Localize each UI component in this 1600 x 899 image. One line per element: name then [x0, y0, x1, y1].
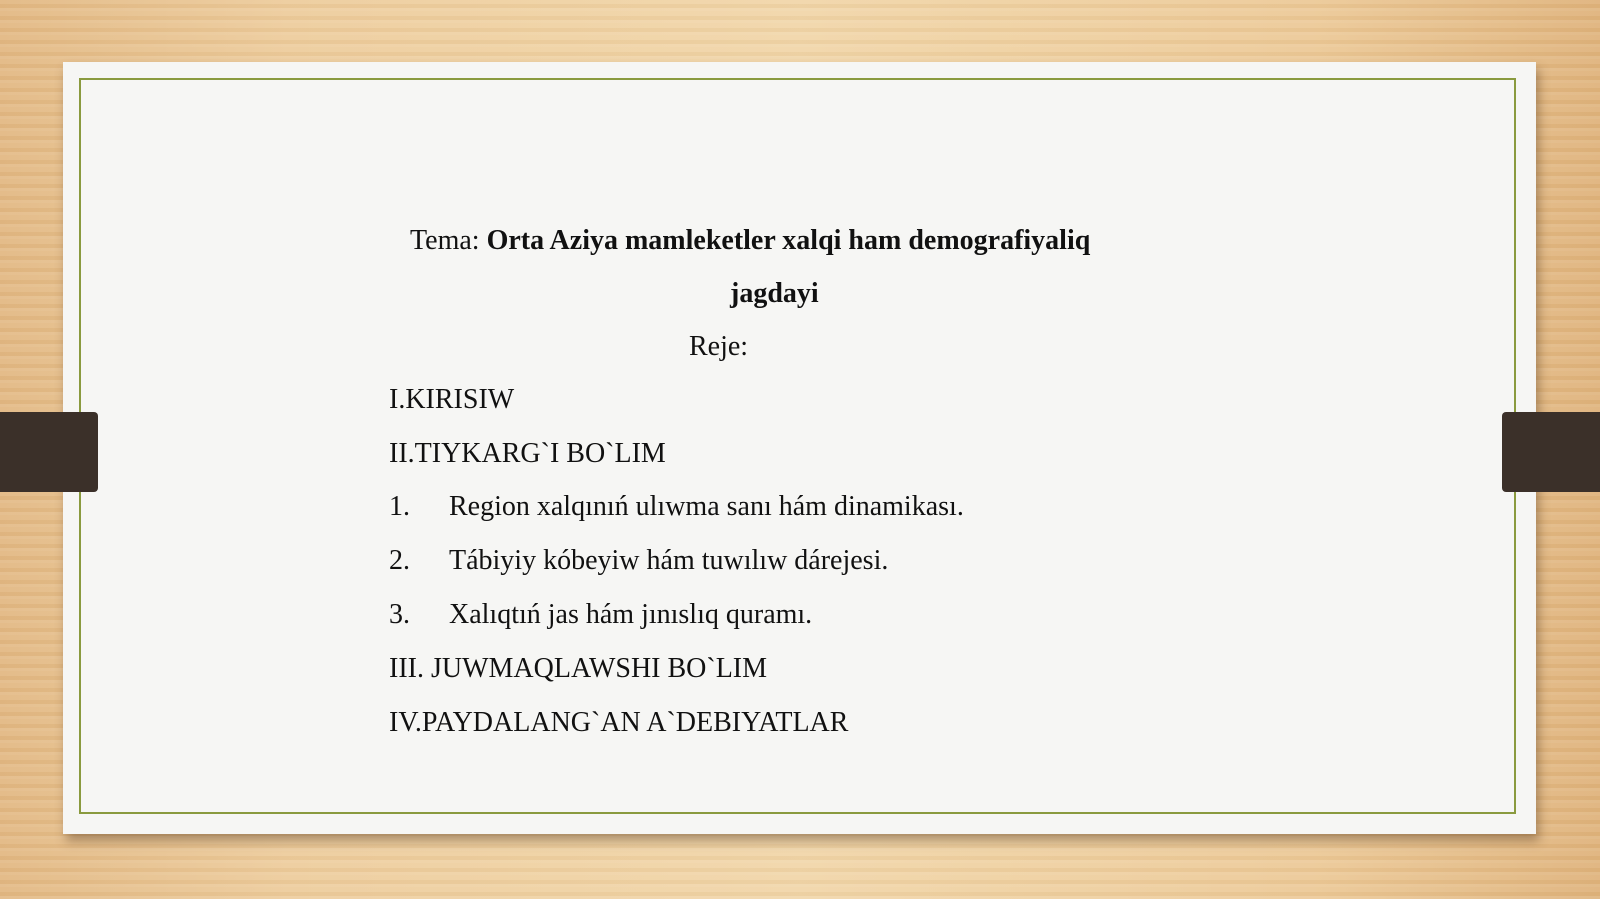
item-number: 2. — [389, 545, 410, 576]
title-line-1 — [410, 224, 1090, 258]
section-heading-1: I.KIRISIW — [389, 384, 515, 415]
title-line-2: jagdayi — [730, 278, 819, 309]
section-heading-4: IV.PAYDALANG`AN A`DEBIYATLAR — [389, 707, 849, 738]
section-heading-2: II.TIYKARG`I BO`LIM — [389, 438, 666, 469]
numbered-item — [389, 544, 888, 578]
item-number: 3. — [389, 599, 410, 630]
item-number: 1. — [389, 491, 410, 522]
section-heading-3: III. JUWMAQLAWSHI BO`LIM — [389, 653, 768, 684]
item-text: Tábiyiy kóbeyiw hám tuwılıw dárejesi. — [449, 545, 889, 576]
numbered-item — [389, 598, 812, 632]
numbered-item — [389, 490, 964, 524]
title-prefix: Tema: — [410, 225, 480, 256]
item-text: Xalıqtıń jas hám jınıslıq quramı. — [449, 599, 813, 630]
title-text: Orta Aziya mamleketler xalqi ham demografiyaliq — [486, 225, 1091, 256]
item-text: Region xalqınıń ulıwma sanı hám dinamikası. — [449, 491, 964, 522]
plan-label: Reje: — [689, 331, 749, 362]
